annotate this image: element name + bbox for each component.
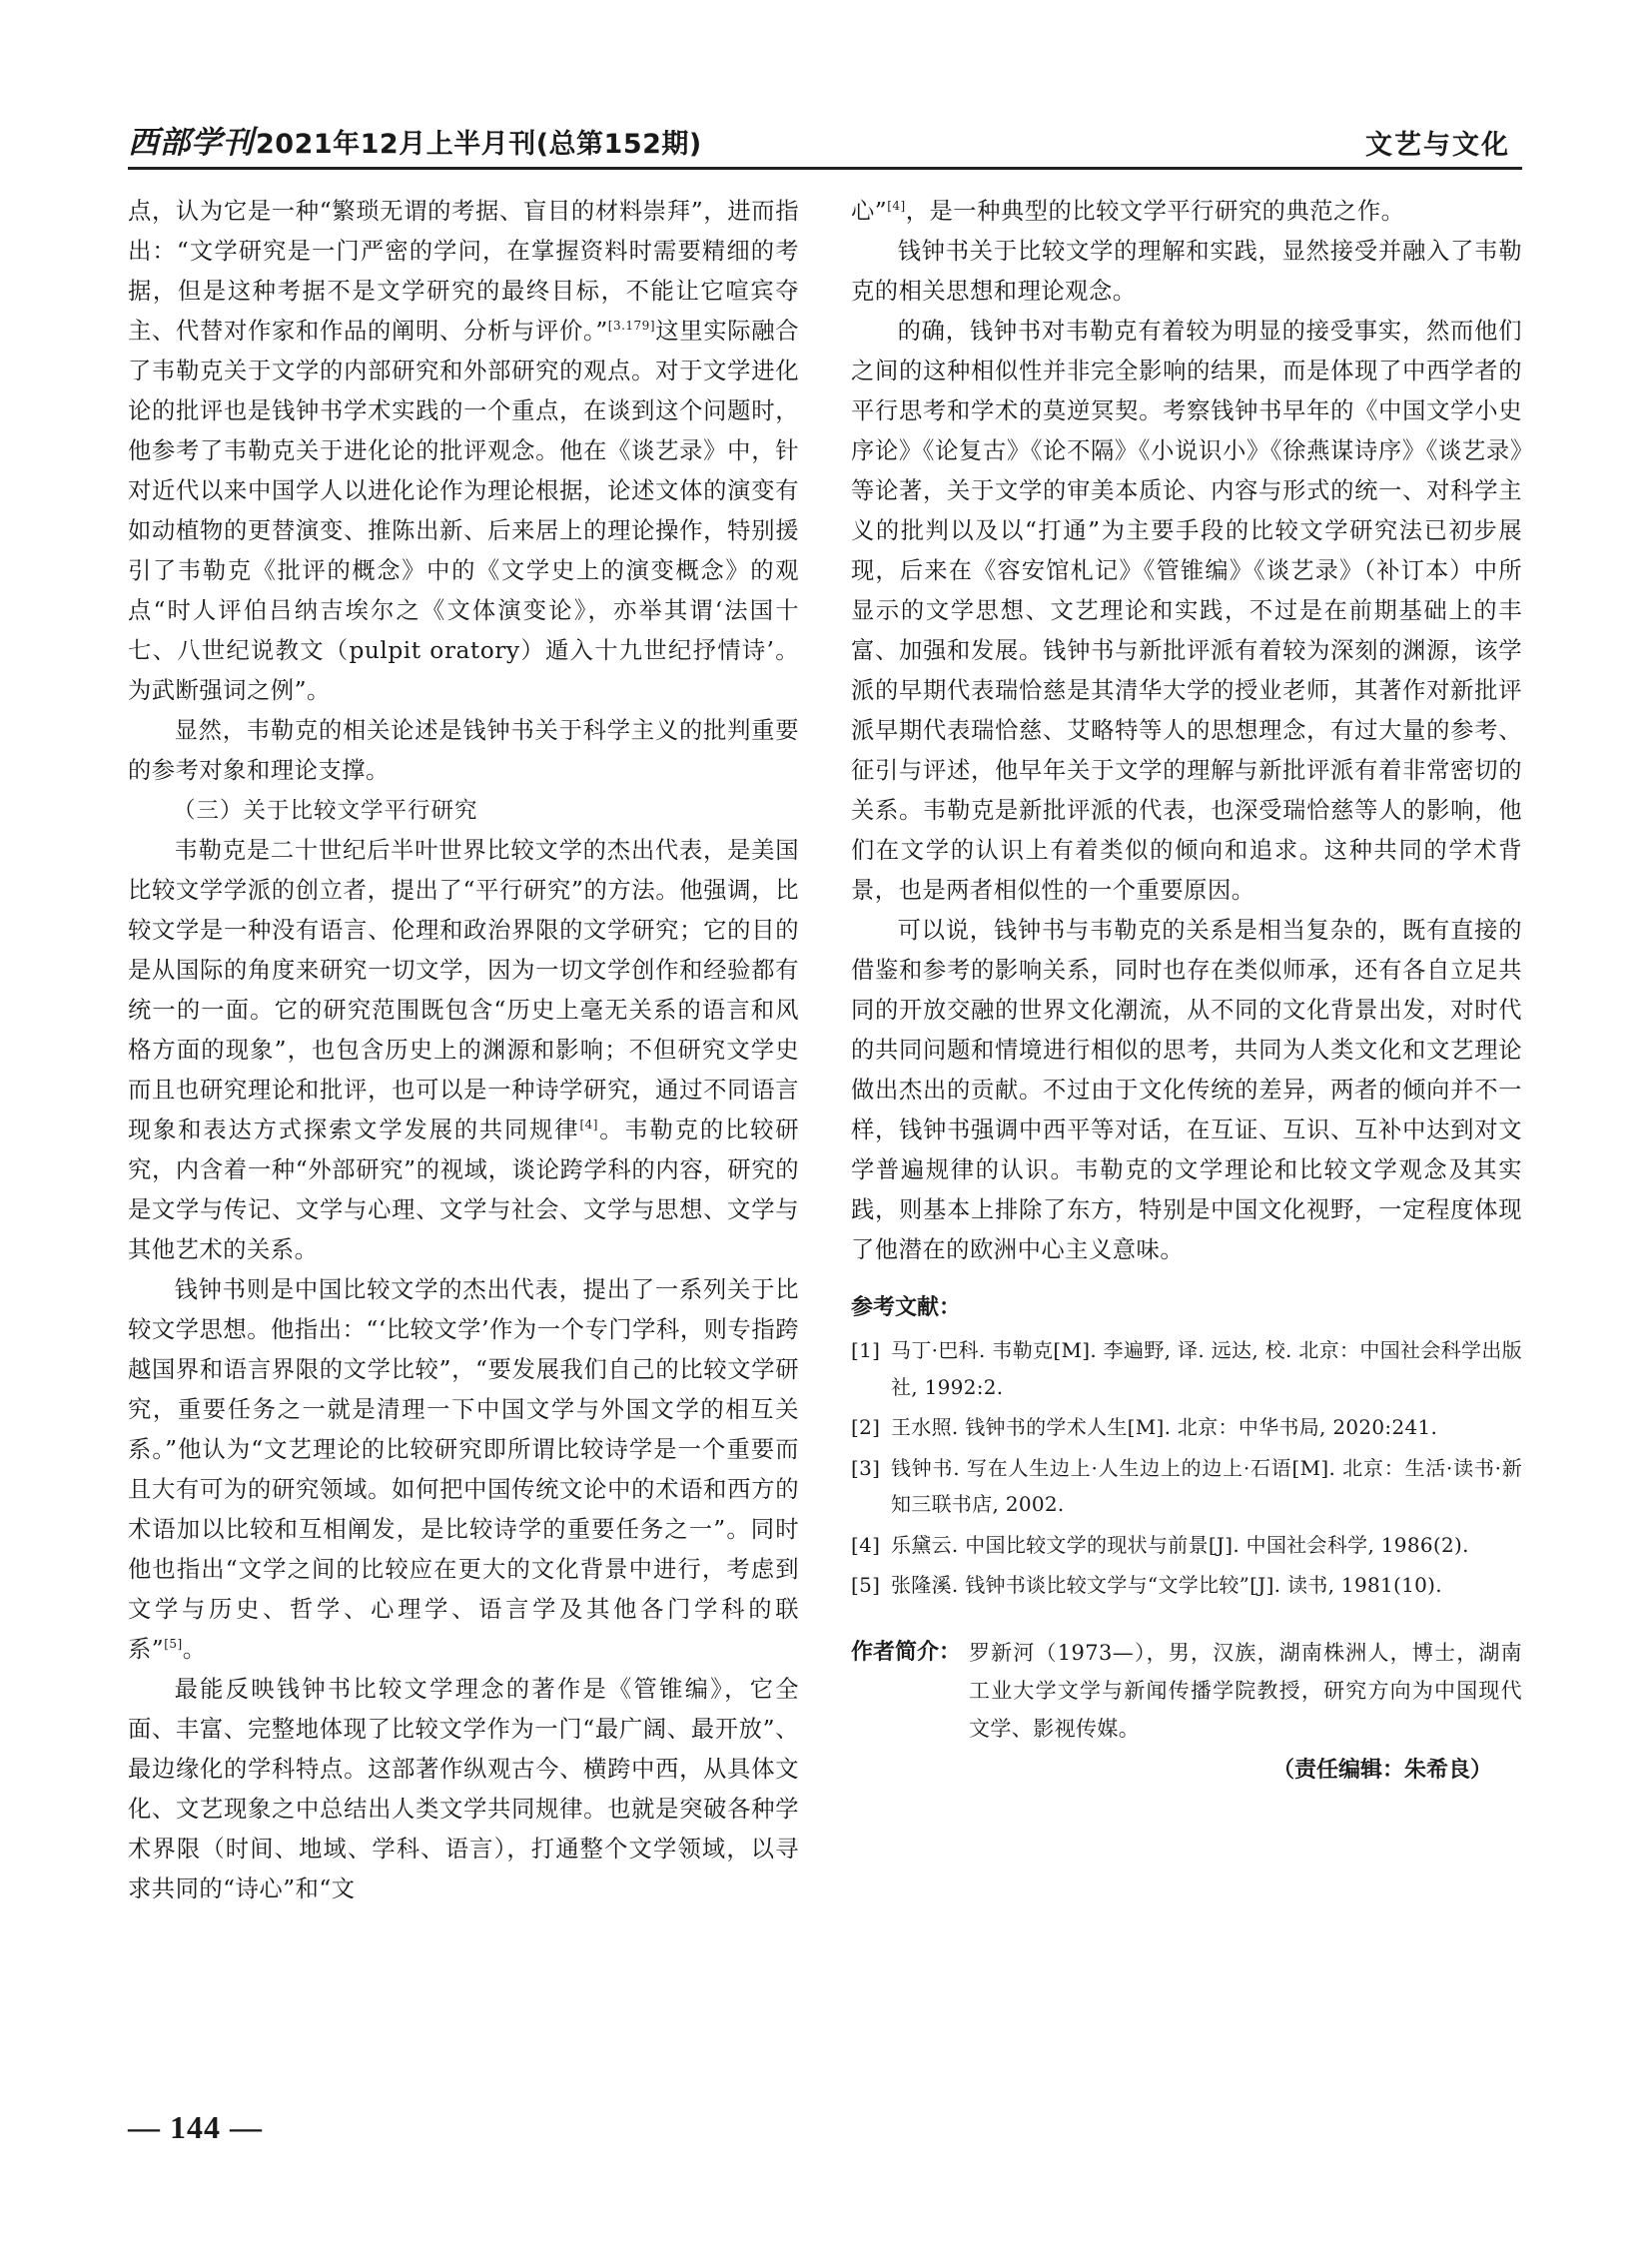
paragraph: 钱钟书关于比较文学的理解和实践，显然接受并融入了韦勒克的相关思想和理论观念。	[851, 238, 1522, 305]
citation: [4]	[579, 1118, 598, 1132]
paragraph: 显然，韦勒克的相关论述是钱钟书关于科学主义的批判重要的参考对象和理论支撑。	[128, 717, 799, 784]
left-column	[128, 192, 799, 1909]
reference-number: [3]	[851, 1455, 881, 1480]
citation: [4]	[887, 199, 906, 214]
reference-text: 乐黛云. 中国比较文学的现状与前景[J]. 中国社会科学, 1986(2).	[891, 1532, 1469, 1557]
reference-item	[851, 1332, 1522, 1405]
paragraph	[128, 1270, 799, 1670]
reference-text: 马丁·巴科. 韦勒克[M]. 李遍野, 译. 远达, 校. 北京：中国社会科学出版社, 1992:2.	[891, 1338, 1522, 1399]
paragraph	[851, 192, 1522, 232]
reference-item	[851, 1450, 1522, 1523]
reference-number: [2]	[851, 1415, 881, 1439]
journal-logo: 西部学刊	[128, 125, 254, 161]
paragraph-text: 这里实际融合了韦勒克关于文学的内部研究和外部研究的观点。对于文学进化论的批评也是钱钟书学术实践的一个重点，在谈到这个问题时，他参考了韦勒克关于进化论的批评观念。他在《谈艺录》中，针对近代以来中国学人以进化论作为理论根据，论述文体的演变有如动植物的更替演变、推陈出新、后来居上的理论操作，特别援引了韦勒克《批评的概念》中的《文学史上的演变概念》的观点“时人评伯吕纳吉埃尔之《文体演变论》，亦举其谓‘法国十七、八世纪说教文（pulpit oratory）遁入十九世纪抒情诗’。为武断强词之例”。	[128, 318, 800, 704]
header-divider	[128, 167, 1522, 170]
section-subheading: （三）关于比较文学平行研究	[173, 798, 478, 824]
author-bio-text: 罗新河（1973—），男，汉族，湖南株洲人，博士，湖南工业大学文学与新闻传播学院教授，研究方向为中国现代文学、影视传媒。	[969, 1640, 1522, 1741]
reference-item	[851, 1527, 1522, 1564]
paragraph-text: 。韦勒克的比较研究，内含着一种“外部研究”的视域，谈论跨学科的内容，研究的是文学与传记、文学与心理、文学与社会、文学与思想、文学与其他艺术的关系。	[128, 1117, 800, 1263]
reference-list	[851, 1332, 1522, 1604]
paragraph-text: 点，认为它是一种“繁琐无谓的考据、盲目的材料崇拜”，进而指出：“文学研究是一门严密的学问，在掌握资料时需要精细的考据，但是这种考据不是文学研究的最终目标，不能让它喧宾夺主、代替对作家和作品的阐明、分析与评价。”	[128, 198, 799, 345]
references-heading: 参考文献：	[851, 1295, 962, 1320]
reference-text: 王水照. 钱钟书的学术人生[M]. 北京：中华书局, 2020:241.	[891, 1415, 1438, 1439]
paragraph-text: 韦勒克是二十世纪后半叶世界比较文学的杰出代表，是美国比较文学学派的创立者，提出了“平行研究”的方法。他强调，比较文学是一种没有语言、伦理和政治界限的文学研究；它的目的是从国际的角度来研究一切文学，因为一切文学创作和经验都有统一的一面。它的研究范围既包含“历史上毫无关系的语言和风格方面的现象”，也包含历史上的渊源和影响；不但研究文学史而且也研究理论和批评，也可以是一种诗学研究，通过不同语言现象和表达方式探索文学发展的共同规律	[128, 837, 799, 1143]
paragraph	[128, 192, 799, 711]
citation: [3.179]	[607, 319, 655, 334]
issue-info: 2021年12月上半月刊(总第152期)	[256, 129, 702, 160]
reference-number: [4]	[851, 1532, 881, 1557]
reference-text: 张隆溪. 钱钟书谈比较文学与“文学比较”[J]. 读书, 1981(10).	[891, 1573, 1442, 1597]
paragraph: 的确，钱钟书对韦勒克有着较为明显的接受事实，然而他们之间的这种相似性并非完全影响的结果，而是体现了中西学者的平行思考和学术的莫逆冥契。考察钱钟书早年的《中国文学小史序论》《论复古》《论不隔》《小说识小》《徐燕谋诗序》《谈艺录》等论著，关于文学的审美本质论、内容与形式的统一、对科学主义的批判以及以“打通”为主要手段的比较文学研究法已初步展现，后来在《容安馆札记》《管锥编》《谈艺录》（补订本）中所显示的文学思想、文艺理论和实践，不过是在前期基础上的丰富、加强和发展。钱钟书与新批评派有着较为深刻的渊源，该学派的早期代表瑞恰慈是其清华大学的授业老师，其著作对新批评派早期代表瑞恰慈、艾略特等人的思想理念，有过大量的参考、征引与评述，他早年关于文学的理解与新批评派有着非常密切的关系。韦勒克是新批评派的代表，也深受瑞恰慈等人的影响，他们在文学的认识上有着类似的倾向和追求。这种共同的学术背景，也是两者相似性的一个重要原因。	[851, 318, 1522, 904]
paragraph: 可以说，钱钟书与韦勒克的关系是相当复杂的，既有直接的借鉴和参考的影响关系，同时也存在类似师承，还有各自立足共同的开放交融的世界文化潮流，从不同的文化背景出发，对时代的共同问题和情境进行相似的思考，共同为人类文化和文艺理论做出杰出的贡献。不过由于文化传统的差异，两者的倾向并不一样，钱钟书强调中西平等对话，在互证、互识、互补中达到对文学普遍规律的认识。韦勒克的文学理论和比较文学观念及其实践，则基本上排除了东方，特别是中国文化视野，一定程度体现了他潜在的欧洲中心主义意味。	[851, 917, 1522, 1263]
author-bio-label: 作者简介：	[851, 1639, 962, 1665]
paragraph: 最能反映钱钟书比较文学理念的著作是《管锥编》，它全面、丰富、完整地体现了比较文学作为一门“最广阔、最开放”、最边缘化的学科特点。这部著作纵观古今、横跨中西，从具体文化、文艺现象之中总结出人类文学共同规律。也就是突破各种学术界限（时间、地域、学科、语言），打通整个文学领域，以寻求共同的“诗心”和“文	[128, 1676, 799, 1902]
reference-item	[851, 1409, 1522, 1446]
reference-number: [1]	[851, 1338, 881, 1362]
journal-issue-heading	[128, 117, 702, 162]
citation: [5]	[164, 1637, 183, 1652]
paragraph-text: 心”	[851, 198, 888, 225]
paragraph-text: 钱钟书则是中国比较文学的杰出代表，提出了一系列关于比较文学思想。他指出：“‘比较文学’作为一个专门学科，则专指跨越国界和语言界限的文学比较”，“要发展我们自己的比较文学研究，重要任务之一就是清理一下中国文学与外国文学的相互关系。”他认为“文艺理论的比较研究即所谓比较诗学是一个重要而且大有可为的研究领域。如何把中国传统文论中的术语和西方的术语加以比较和互相阐发，是比较诗学的重要任务之一”。同时他也指出“文学之间的比较应在更大的文化背景中进行，考虑到文学与历史、哲学、心理学、语言学及其他各门学科的联系”	[128, 1276, 799, 1663]
reference-number: [5]	[851, 1573, 881, 1597]
responsible-editor: （责任编辑：朱希良）	[1271, 1757, 1492, 1783]
author-bio	[851, 1634, 1522, 1748]
page-number: — 144 —	[128, 2109, 263, 2145]
paragraph	[128, 831, 799, 1270]
paragraph-text: 。	[182, 1636, 207, 1663]
paragraph-text: ，是一种典型的比较文学平行研究的典范之作。	[905, 198, 1405, 225]
right-column	[851, 192, 1522, 1790]
page-header	[128, 112, 1522, 170]
reference-item	[851, 1567, 1522, 1604]
section-name: 文艺与文化	[1365, 130, 1510, 161]
reference-text: 钱钟书. 写在人生边上·人生边上的边上·石语[M]. 北京：生活·读书·新知三联书店, 2002.	[891, 1455, 1522, 1516]
